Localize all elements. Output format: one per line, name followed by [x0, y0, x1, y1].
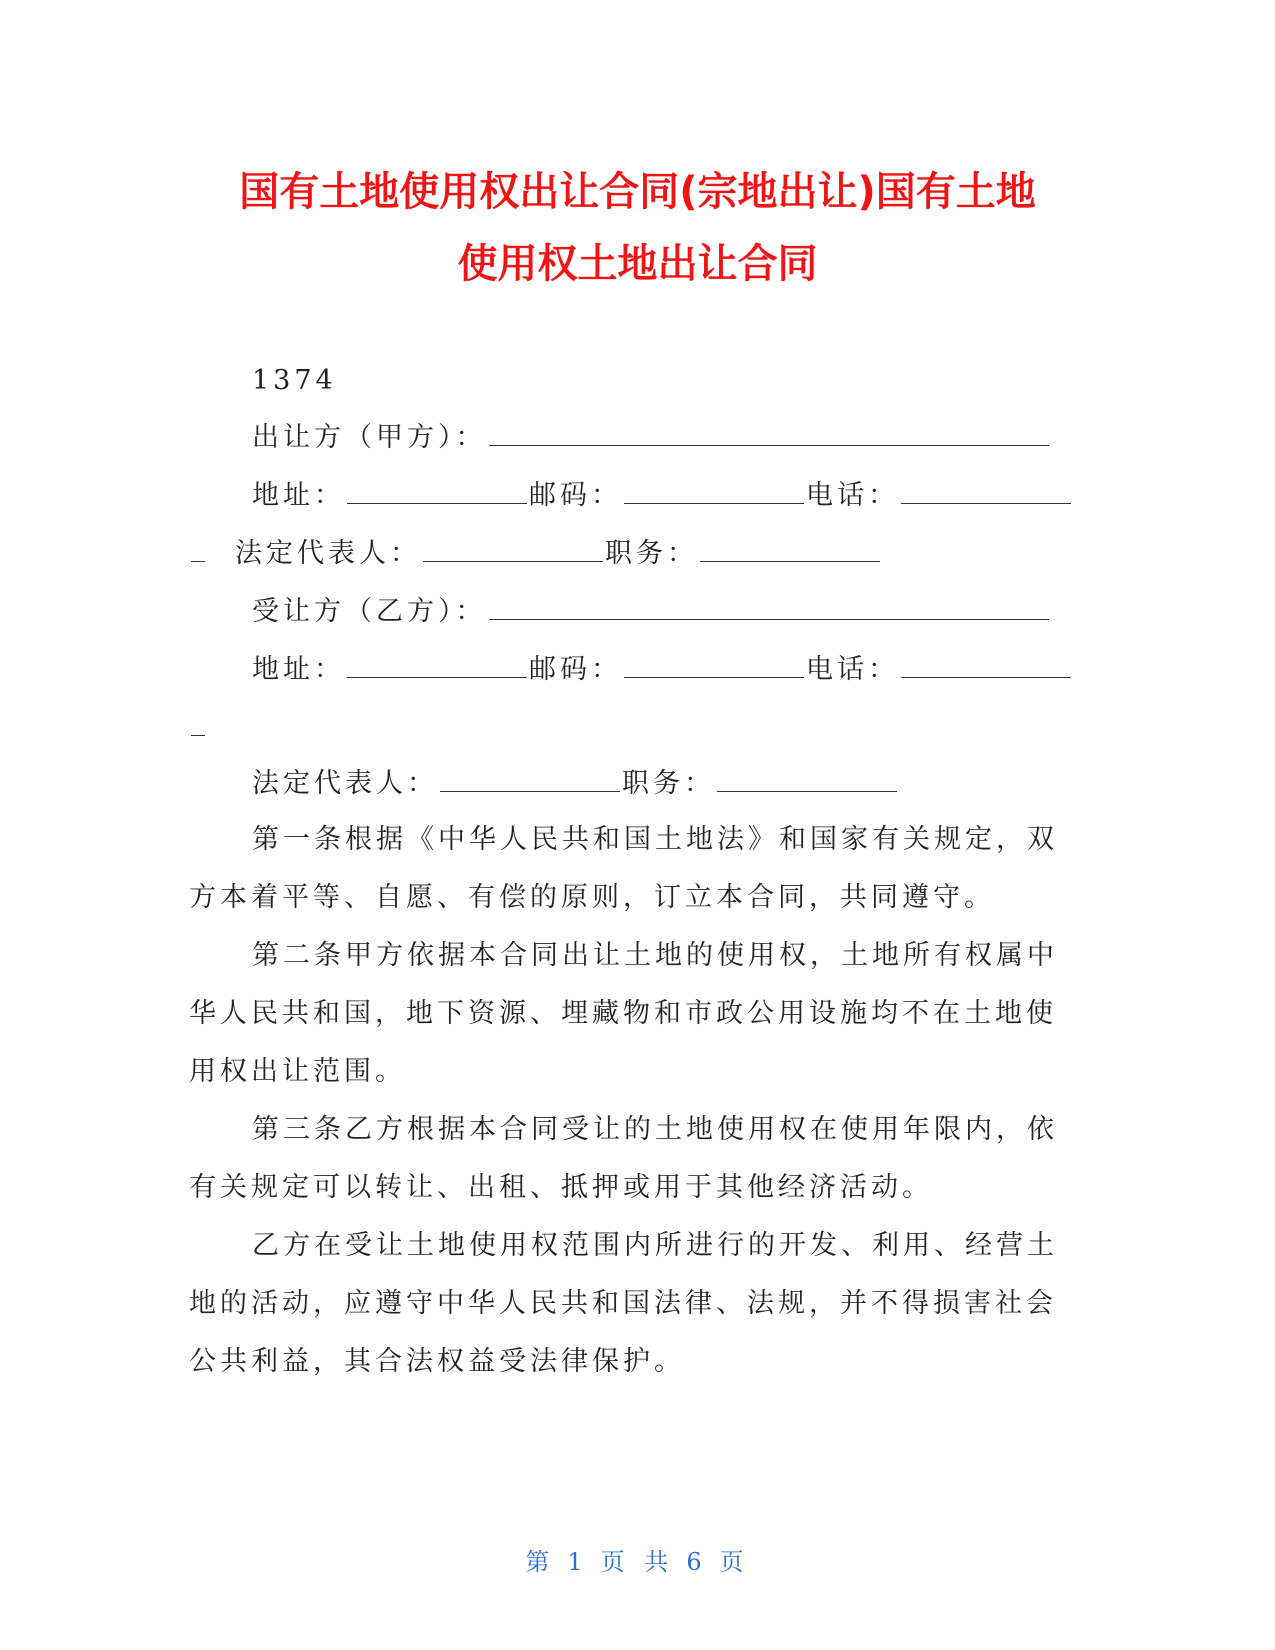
article-1-line-1: 第一条根据《中华人民共和国土地法》和国家有关规定，双	[252, 824, 1058, 855]
party-a-blank	[489, 423, 1049, 446]
party-a-rep-label: 法定代表人：	[235, 538, 421, 569]
party-b-label: 受让方（乙方）：	[252, 596, 487, 627]
paragraph-4-line-1: 乙方在受让土地使用权范围内所进行的开发、利用、经营土	[252, 1230, 1058, 1261]
party-b-postcode-blank	[624, 655, 804, 678]
party-b-address-blank	[347, 655, 527, 678]
party-b-blank	[489, 597, 1049, 620]
footer-middle: 页 共	[600, 1548, 675, 1576]
party-a-position-blank	[700, 539, 880, 562]
party-b-rep-line	[0, 769, 1275, 797]
title-line-2: 使用权土地出让合同	[457, 241, 818, 287]
title-line-1: 国有土地使用权出让合同(宗地出让)国有土地	[239, 169, 1036, 215]
article-2-line-2: 华人民共和国，地下资源、埋藏物和市政公用设施均不在土地使	[189, 998, 1057, 1029]
party-a-address-blank	[347, 481, 527, 504]
party-b-phone-blank	[901, 655, 1071, 678]
party-a-phone-blank	[901, 481, 1071, 504]
article-3-line-1: 第三条乙方根据本合同受让的土地使用权在使用年限内，依	[252, 1114, 1058, 1145]
party-a-address-line	[0, 481, 1275, 509]
party-b-phone-tail-line	[0, 713, 1275, 741]
article-1-line-2: 方本着平等、自愿、有偿的原则，订立本合同，共同遵守。	[189, 882, 995, 913]
footer-page-number: 1	[567, 1548, 589, 1576]
footer-prefix: 第	[525, 1548, 556, 1576]
party-a-address-label: 地址：	[252, 480, 345, 511]
party-a-phone-blank-tail	[191, 539, 205, 562]
party-a-postcode-label: 邮码：	[529, 480, 622, 511]
party-b-rep-blank	[440, 769, 620, 792]
party-b-address-line	[0, 655, 1275, 683]
paragraph-4-line-3: 公共利益，其合法权益受法律保护。	[189, 1346, 685, 1377]
article-2-line-3: 用权出让范围。	[189, 1056, 406, 1087]
party-a-postcode-blank	[624, 481, 804, 504]
party-a-label: 出让方（甲方）：	[252, 422, 487, 453]
party-b-phone-blank-tail	[191, 713, 205, 736]
party-b-position-label: 职务：	[622, 768, 715, 799]
page-footer	[0, 1550, 1275, 1574]
party-a-rep-blank	[423, 539, 603, 562]
article-2-line-1: 第二条甲方依据本合同出让土地的使用权，土地所有权属中	[252, 940, 1058, 971]
party-a-rep-line	[0, 539, 1275, 567]
party-b-rep-label: 法定代表人：	[252, 768, 438, 799]
party-a-line	[0, 423, 1275, 451]
party-b-postcode-label: 邮码：	[529, 654, 622, 685]
party-a-phone-label: 电话：	[806, 480, 899, 511]
article-3-line-2: 有关规定可以转让、出租、抵押或用于其他经济活动。	[189, 1172, 933, 1203]
footer-suffix: 页	[719, 1548, 750, 1576]
party-a-position-label: 职务：	[605, 538, 698, 569]
doc-number: 1374	[252, 365, 337, 396]
paragraph-4-line-2: 地的活动，应遵守中华人民共和国法律、法规，并不得损害社会	[189, 1288, 1057, 1319]
party-b-position-blank	[717, 769, 897, 792]
party-b-phone-label: 电话：	[806, 654, 899, 685]
party-b-address-label: 地址：	[252, 654, 345, 685]
footer-total-pages: 6	[686, 1548, 708, 1576]
party-b-line	[0, 597, 1275, 625]
